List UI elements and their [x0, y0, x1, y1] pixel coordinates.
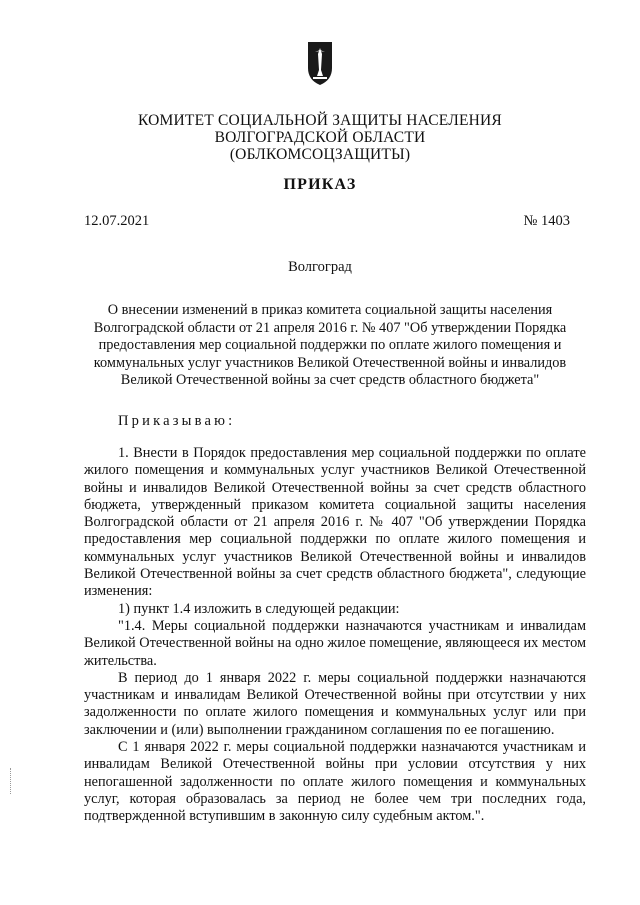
- body-paragraph-1: 1. Внести в Порядок предоставления мер социальной поддержки по оплате жилого помещения и коммунальных услуг участников Великой Отечественной войны и инвалидов Великой Отечественной войны за счет средств областного бюджета, утвержденный приказом комитета социальной защиты населения Волгоградской области от 21 апреля 2016 г. № 407 "Об утверждении Порядка предоставления мер социальной поддержки по оплате жилого помещения и коммунальных услуг участников Великой Отечественной войны и инвалидов Великой Отечественной войны за счет средств областного бюджета", следующие изменения:: [84, 445, 586, 600]
- order-body: [84, 445, 586, 826]
- body-paragraph-5: С 1 января 2022 г. меры социальной поддержки назначаются участникам и инвалидам Великой Отечественной войны при условии отсутствия у них непогашенной задолженности по оплате жилого помещения и коммунальных услуг, которая образовалась за период не более чем три последних года, подтвержденной вступившим в законную силу судебным актом.".: [84, 739, 586, 825]
- body-paragraph-2: 1) пункт 1.4 изложить в следующей редакции:: [118, 600, 400, 617]
- order-date: 12.07.2021: [84, 213, 150, 229]
- order-directive-word: Приказываю:: [118, 413, 236, 429]
- organization-abbreviation: (ОБЛКОМСОЦЗАЩИТЫ): [229, 146, 411, 163]
- order-number: № 1403: [523, 213, 570, 229]
- scan-margin-mark: [10, 768, 12, 794]
- coat-of-arms-icon: [305, 40, 335, 86]
- issue-city: Волгоград: [288, 259, 352, 275]
- order-subject: О внесении изменений в приказ комитета социальной защиты населения Волгоградской области от 21 апреля 2016 г. № 407 "Об утверждении Порядка предоставления мер социальной поддержки по оплате жилого помещения и коммунальных услуг участников Великой Отечественной войны и инвалидов Великой Отечественной войны за счет средств областного бюджета": [93, 302, 567, 388]
- body-paragraph-3: "1.4. Меры социальной поддержки назначаются участникам и инвалидам Великой Отечественной войны на одно жилое помещение, являющееся их местом жительства.: [84, 617, 586, 669]
- body-paragraph-4: В период до 1 января 2022 г. меры социальной поддержки назначаются участникам и инвалидам Великой Отечественной войны при отсутствии у них задолженности по оплате жилого помещения и коммунальных услуг или при заключении и (или) выполнении гражданином соглашения по ее погашению.: [84, 669, 586, 738]
- document-type-title: ПРИКАЗ: [283, 176, 357, 193]
- organization-name-line-2: ВОЛГОГРАДСКОЙ ОБЛАСТИ: [214, 129, 426, 146]
- organization-name-line-1: КОМИТЕТ СОЦИАЛЬНОЙ ЗАЩИТЫ НАСЕЛЕНИЯ: [138, 112, 502, 129]
